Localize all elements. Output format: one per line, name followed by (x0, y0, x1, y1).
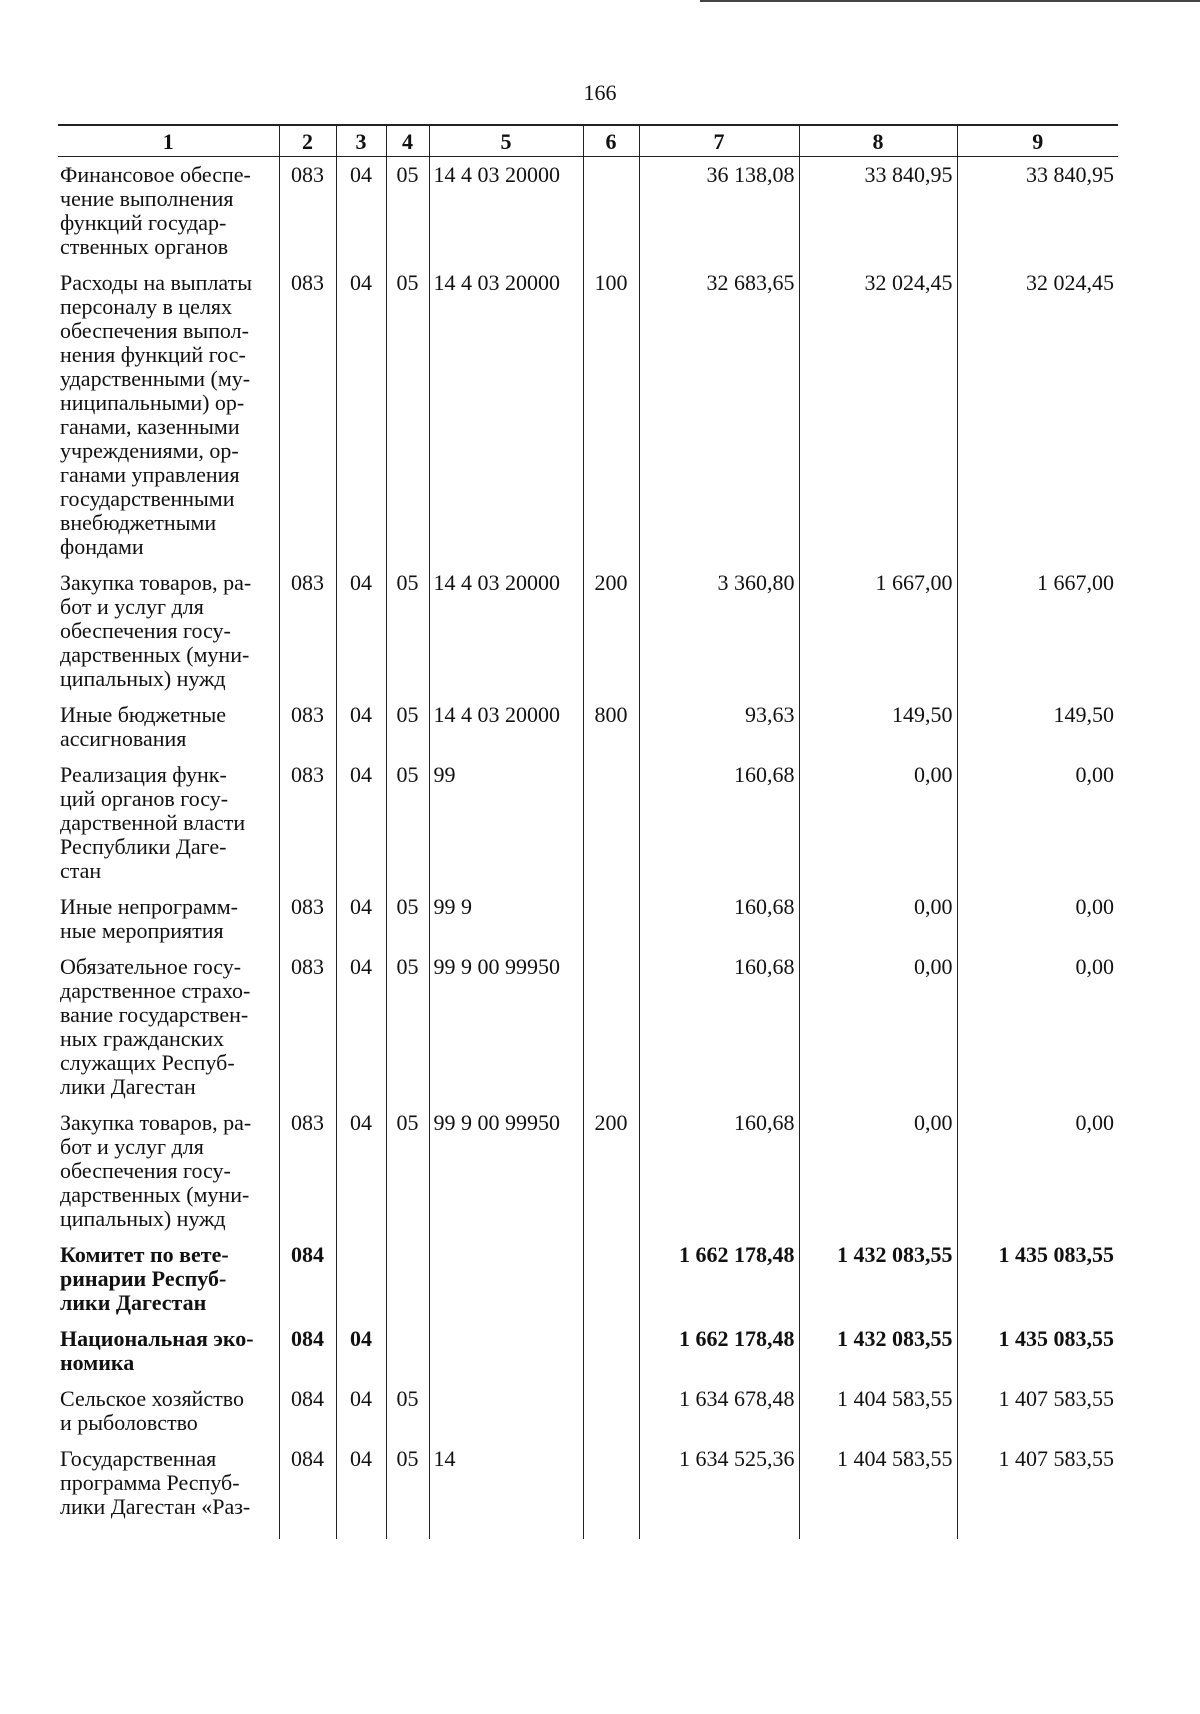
amount-year-3-cell: 0,00 (957, 889, 1118, 949)
top-edge-line (700, 0, 1200, 2)
table-row (58, 1237, 1118, 1321)
amount-year-2-cell: 149,50 (799, 697, 957, 757)
table-row (58, 949, 1118, 1105)
amount-year-3-cell: 149,50 (957, 697, 1118, 757)
table-row (58, 157, 1118, 266)
table-row (58, 757, 1118, 889)
expense-type-cell: 100 (583, 265, 639, 565)
target-article-cell: 99 (429, 757, 583, 889)
column-header: 9 (957, 125, 1118, 157)
amount-year-2-cell: 0,00 (799, 949, 957, 1105)
amount-year-3-cell: 0,00 (957, 949, 1118, 1105)
subsection-code-cell: 05 (386, 565, 429, 697)
row-name-cell: Иные бюджетные ассигнования (60, 702, 227, 751)
admin-code-cell: 083 (279, 565, 336, 697)
target-article-cell: 14 4 03 20000 (429, 697, 583, 757)
table-row (58, 697, 1118, 757)
target-article-cell: 14 4 03 20000 (429, 565, 583, 697)
target-article-cell: 14 (429, 1441, 583, 1539)
amount-year-2-cell: 0,00 (799, 1105, 957, 1237)
subsection-code-cell: 05 (386, 697, 429, 757)
section-code-cell: 04 (336, 1105, 386, 1237)
column-header: 4 (386, 125, 429, 157)
expense-type-cell (583, 1321, 639, 1381)
subsection-code-cell: 05 (386, 1381, 429, 1441)
amount-year-1-cell: 1 634 678,48 (639, 1381, 799, 1441)
column-header: 6 (583, 125, 639, 157)
amount-year-3-cell: 32 024,45 (957, 265, 1118, 565)
amount-year-2-cell: 0,00 (799, 889, 957, 949)
admin-code-cell: 083 (279, 1105, 336, 1237)
admin-code-cell: 084 (279, 1381, 336, 1441)
expense-type-cell (583, 1441, 639, 1539)
row-name-cell: Государственная программа Респуб- лики Дагестан «Раз- (60, 1446, 251, 1519)
amount-year-2-cell: 1 432 083,55 (799, 1321, 957, 1381)
section-code-cell (336, 1237, 386, 1321)
admin-code-cell: 084 (279, 1441, 336, 1539)
target-article-cell: 14 4 03 20000 (429, 157, 583, 266)
column-header: 1 (58, 125, 279, 157)
subsection-code-cell (386, 1237, 429, 1321)
amount-year-1-cell: 1 662 178,48 (639, 1321, 799, 1381)
amount-year-3-cell: 1 407 583,55 (957, 1381, 1118, 1441)
target-article-cell: 14 4 03 20000 (429, 265, 583, 565)
row-name-cell: Комитет по вете- ринарии Респуб- лики Дагестан (60, 1242, 229, 1315)
row-name-cell: Закупка товаров, ра- бот и услуг для обеспечения госу- дарственных (муни- ципальных) нужд (60, 1110, 252, 1231)
target-article-cell: 99 9 00 99950 (429, 1105, 583, 1237)
expense-type-cell: 800 (583, 697, 639, 757)
amount-year-2-cell: 1 432 083,55 (799, 1237, 957, 1321)
expense-type-cell (583, 1381, 639, 1441)
subsection-code-cell: 05 (386, 157, 429, 266)
expense-type-cell (583, 157, 639, 266)
section-code-cell: 04 (336, 889, 386, 949)
row-name-cell: Обязательное госу- дарственное страхо- вание государствен- ных гражданских служащих Респуб- лики Дагестан (60, 954, 251, 1099)
expense-type-cell (583, 757, 639, 889)
row-name-cell: Реализация функ- ций органов госу- дарственной власти Республики Даге- стан (60, 762, 246, 883)
amount-year-3-cell: 1 667,00 (957, 565, 1118, 697)
header-row (58, 125, 1118, 157)
section-code-cell: 04 (336, 1381, 386, 1441)
table-row (58, 565, 1118, 697)
admin-code-cell: 083 (279, 157, 336, 266)
subsection-code-cell (386, 1321, 429, 1381)
amount-year-2-cell: 1 667,00 (799, 565, 957, 697)
expense-type-cell (583, 1237, 639, 1321)
amount-year-1-cell: 93,63 (639, 697, 799, 757)
table-body (58, 157, 1118, 1540)
admin-code-cell: 083 (279, 949, 336, 1105)
section-code-cell: 04 (336, 565, 386, 697)
amount-year-2-cell: 33 840,95 (799, 157, 957, 266)
admin-code-cell: 083 (279, 265, 336, 565)
column-header: 5 (429, 125, 583, 157)
subsection-code-cell: 05 (386, 1105, 429, 1237)
subsection-code-cell: 05 (386, 889, 429, 949)
subsection-code-cell: 05 (386, 265, 429, 565)
expense-type-cell: 200 (583, 1105, 639, 1237)
amount-year-2-cell: 1 404 583,55 (799, 1381, 957, 1441)
section-code-cell: 04 (336, 265, 386, 565)
target-article-cell: 99 9 00 99950 (429, 949, 583, 1105)
amount-year-2-cell: 32 024,45 (799, 265, 957, 565)
target-article-cell (429, 1237, 583, 1321)
target-article-cell: 99 9 (429, 889, 583, 949)
admin-code-cell: 083 (279, 757, 336, 889)
expense-type-cell (583, 949, 639, 1105)
page-number: 166 (583, 80, 617, 105)
column-header: 7 (639, 125, 799, 157)
admin-code-cell: 083 (279, 697, 336, 757)
section-code-cell: 04 (336, 697, 386, 757)
expense-type-cell (583, 889, 639, 949)
expense-type-cell: 200 (583, 565, 639, 697)
row-name-cell: Иные непрограмм- ные мероприятия (60, 894, 238, 943)
row-name-cell: Сельское хозяйство и рыболовство (60, 1386, 244, 1435)
row-name-cell: Национальная эко- номика (60, 1326, 254, 1375)
amount-year-1-cell: 160,68 (639, 949, 799, 1105)
amount-year-3-cell: 1 435 083,55 (957, 1237, 1118, 1321)
section-code-cell: 04 (336, 1321, 386, 1381)
table-row (58, 889, 1118, 949)
row-name-cell: Финансовое обеспе- чение выполнения функций государ- ственных органов (60, 162, 251, 259)
target-article-cell (429, 1321, 583, 1381)
amount-year-1-cell: 1 634 525,36 (639, 1441, 799, 1539)
amount-year-2-cell: 0,00 (799, 757, 957, 889)
table-row (58, 1381, 1118, 1441)
amount-year-3-cell: 33 840,95 (957, 157, 1118, 266)
table-row (58, 1105, 1118, 1237)
target-article-cell (429, 1381, 583, 1441)
column-header: 8 (799, 125, 957, 157)
amount-year-3-cell: 1 435 083,55 (957, 1321, 1118, 1381)
subsection-code-cell: 05 (386, 949, 429, 1105)
subsection-code-cell: 05 (386, 1441, 429, 1539)
amount-year-3-cell: 0,00 (957, 757, 1118, 889)
amount-year-1-cell: 1 662 178,48 (639, 1237, 799, 1321)
row-name-cell: Расходы на выплаты персоналу в целях обеспечения выпол- нения функций гос- ударственными (му- ниципальными) ор- ганами, казенными учреждениями, ор- ганами управления государственными внебюджетными фондами (60, 270, 253, 559)
section-code-cell: 04 (336, 1441, 386, 1539)
section-code-cell: 04 (336, 949, 386, 1105)
table-row (58, 1321, 1118, 1381)
amount-year-3-cell: 1 407 583,55 (957, 1441, 1118, 1539)
row-name-cell: Закупка товаров, ра- бот и услуг для обеспечения госу- дарственных (муни- ципальных) нужд (60, 570, 252, 691)
table-row (58, 1441, 1118, 1539)
table-row (58, 265, 1118, 565)
amount-year-1-cell: 160,68 (639, 1105, 799, 1237)
amount-year-1-cell: 3 360,80 (639, 565, 799, 697)
subsection-code-cell: 05 (386, 757, 429, 889)
section-code-cell: 04 (336, 157, 386, 266)
admin-code-cell: 083 (279, 889, 336, 949)
budget-table (58, 124, 1118, 1539)
amount-year-1-cell: 160,68 (639, 889, 799, 949)
amount-year-3-cell: 0,00 (957, 1105, 1118, 1237)
column-header: 2 (279, 125, 336, 157)
admin-code-cell: 084 (279, 1321, 336, 1381)
column-header: 3 (336, 125, 386, 157)
amount-year-2-cell: 1 404 583,55 (799, 1441, 957, 1539)
admin-code-cell: 084 (279, 1237, 336, 1321)
amount-year-1-cell: 36 138,08 (639, 157, 799, 266)
section-code-cell: 04 (336, 757, 386, 889)
amount-year-1-cell: 32 683,65 (639, 265, 799, 565)
amount-year-1-cell: 160,68 (639, 757, 799, 889)
